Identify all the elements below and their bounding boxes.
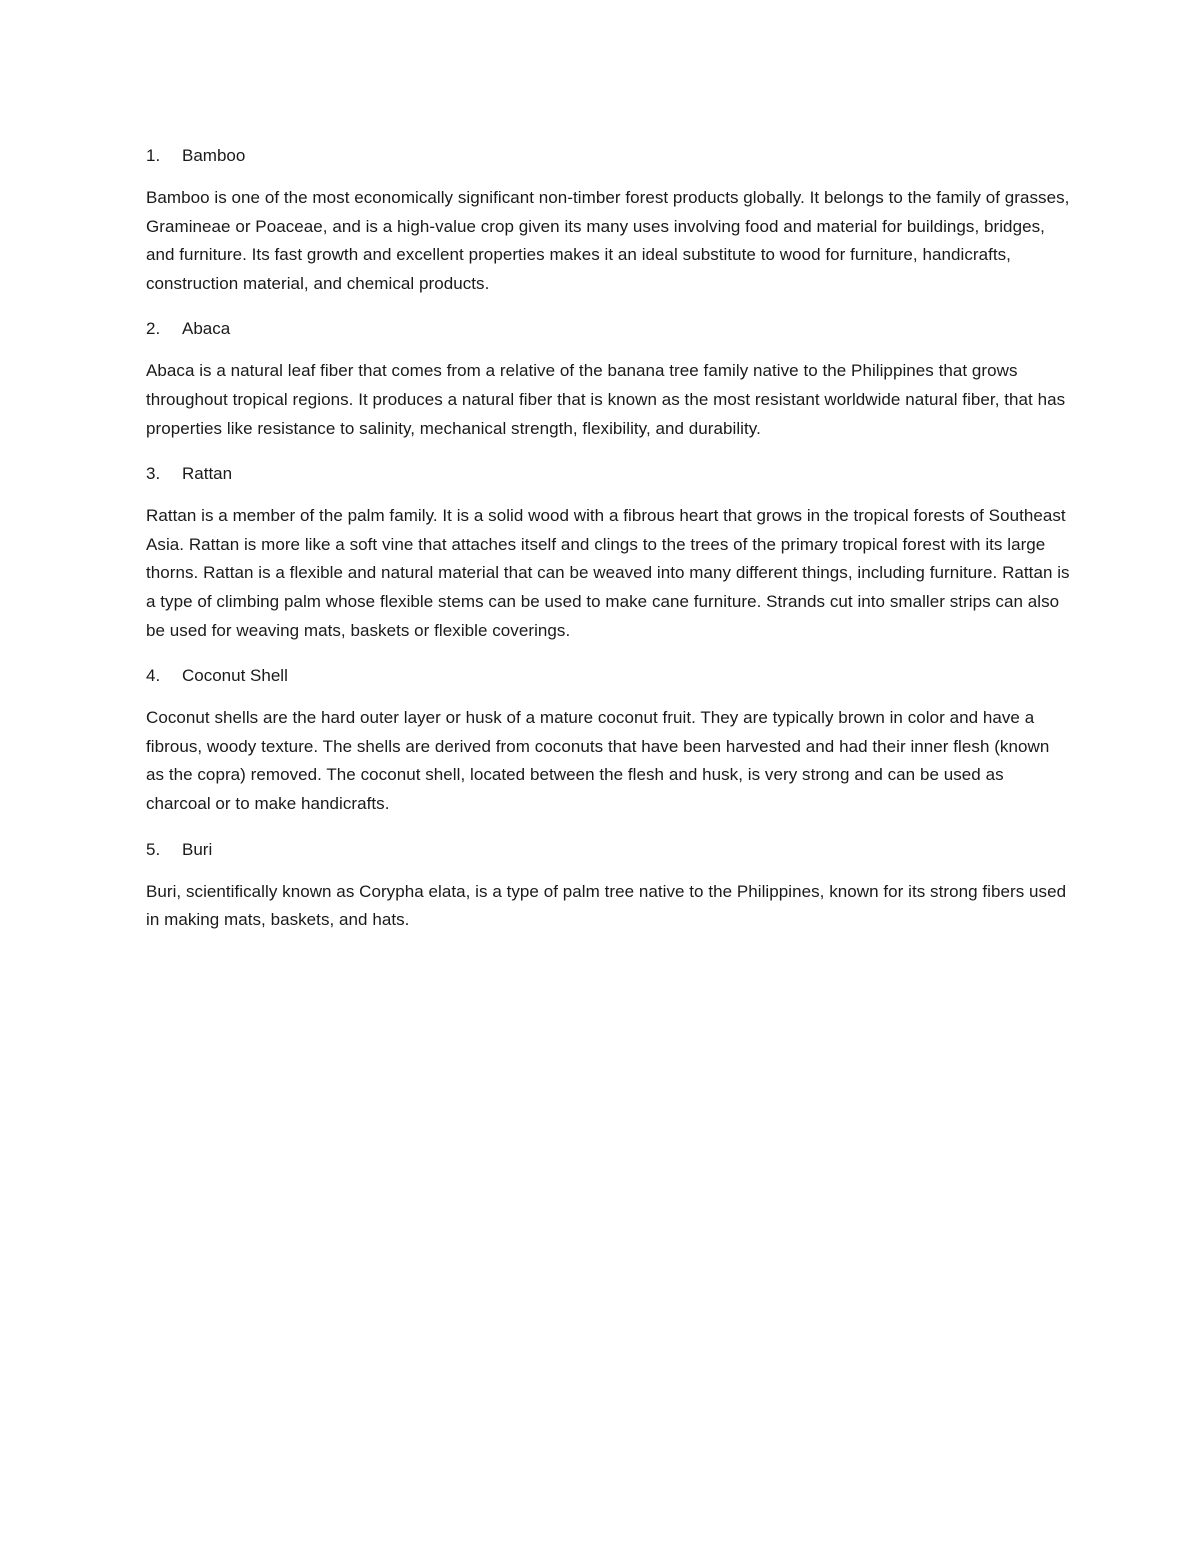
section-paragraph: Coconut shells are the hard outer layer or husk of a mature coconut fruit. They are typically brown in color and have a fibrous, woody texture. The shells are derived from coconuts that have been harvested and had their inner flesh (known as the copra) removed. The coconut shell, located between the flesh and husk, is very strong and can be used as charcoal or to make handicrafts. [146, 708, 1050, 813]
section-title: Buri [182, 839, 213, 859]
section-title: Coconut Shell [182, 666, 288, 686]
section-title: Bamboo [182, 146, 246, 165]
list-number: 1. [146, 146, 161, 165]
section-heading [140, 141, 1070, 170]
section-heading [140, 314, 1070, 343]
list-number: 2. [146, 319, 161, 339]
document-body [140, 141, 1070, 951]
section-title: Abaca [182, 319, 231, 339]
section-paragraph: Buri, scientifically known as Corypha elata, is a type of palm tree native to the Philippines, known for its strong fibers used in making mats, baskets, and hats. [146, 881, 1067, 930]
section-paragraph: Abaca is a natural leaf fiber that comes from a relative of the banana tree family native to the Philippines that grows throughout tropical regions. It produces a natural fiber that is known as the most resistant worldwide natural fiber, that has properties like resistance to salinity, mechanical strength, flexibility, and durability. [146, 361, 1066, 438]
section-heading [140, 835, 1070, 864]
section-heading [140, 459, 1070, 488]
section-paragraph: Rattan is a member of the palm family. It is a solid wood with a fibrous heart that grows in the tropical forests of Southeast Asia. Rattan is more like a soft vine that attaches itself and clings to the trees of the primary tropical forest with its large thorns. Rattan is a flexible and natural material that can be weaved into many different things, including furniture. Rattan is a type of climbing palm whose flexible stems can be used to make cane furniture. Strands cut into smaller strips can also be used for weaving mats, baskets or flexible coverings. [146, 506, 1070, 640]
list-number: 3. [146, 464, 161, 484]
section-buri [140, 835, 1070, 935]
list-number: 4. [146, 666, 161, 686]
section-heading [140, 661, 1070, 690]
section-bamboo [140, 141, 1070, 298]
section-paragraph: Bamboo is one of the most economically significant non-timber forest products globally. It belongs to the family of grasses, Gramineae or Poaceae, and is a high-value crop given its many uses involving food and material for buildings, bridges, and furniture. Its fast growth and excellent properties makes it an ideal substitute to wood for furniture, handicrafts, construction material, and chemical products. [146, 188, 1070, 293]
section-coconut-shell [140, 661, 1070, 818]
list-number: 5. [146, 839, 161, 859]
section-rattan [140, 459, 1070, 645]
section-abaca [140, 314, 1070, 443]
section-title: Rattan [182, 464, 233, 484]
